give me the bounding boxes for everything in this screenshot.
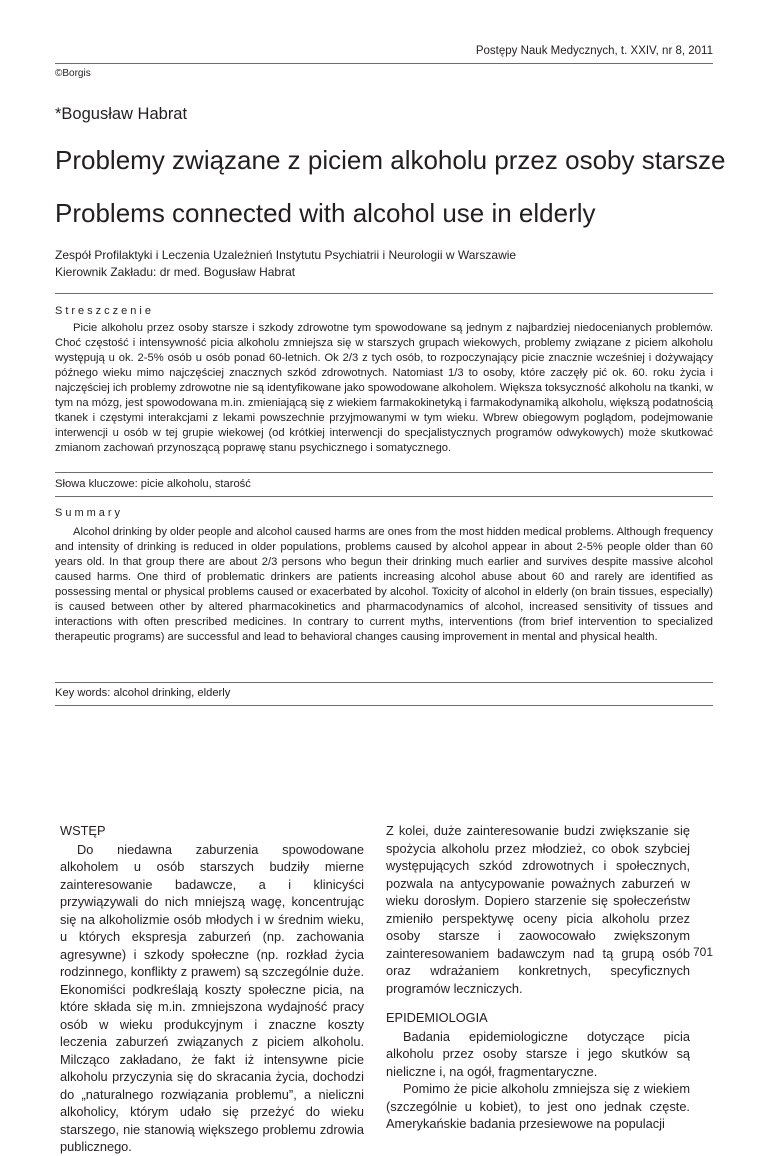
paragraph-epidemiologia-1: Badania epidemiologiczne dotyczące picia alkoholu przez osoby starsze i jego skutków są nieliczne i, na ogół, fragmentaryczne.: [386, 1028, 690, 1079]
journal-header: Postępy Nauk Medycznych, t. XXIV, nr 8, 2011: [475, 45, 713, 57]
paragraph-epidemiologia-2: Pomimo że picie alkoholu zmniejsza się z wiekiem (szczególnie u kobiet), to jest ono jednak częste. Amerykańskie badania przesiewowe na populacji: [386, 1081, 690, 1131]
keywords-rule-pl: [55, 472, 713, 473]
abstract-rule-top: [55, 293, 713, 294]
summary-text: Alcohol drinking by older people and alcohol caused harms are ones from the most hidden medical problems. Although frequency and intensity of drinking is reduced in older populations, problems caused by alcohol appear in about 2-5% people older than 60 years old. In that group there are about 2/3 persons who begun their drinking much earlier and survives despite massive alcohol caused harms. One third of problematic drinkers are patients increasing alcohol abuse about 60 and rarely are identified as possessing mental or physical problems caused or exacerbated by alcohol. Toxicity of alcohol in elderly (on brain tissues, especially) is caused between other by altered pharmacokinetics and pharmacodynamics of alcohol, increased sensitivity of tissues and interactions with often prescribed medicines. In contrary to current myths, interventions (from brief intervention to specialized therapeutic programs) are successful and lead to behavioral changes causing improvement in mental and physical health.: [55, 526, 713, 643]
summary-heading: Summary: [55, 507, 124, 519]
body-rule-top: [55, 705, 713, 706]
paragraph-wstep: Do niedawna zaburzenia spowodowane alkoholem u osób starszych budziły mierne zainteresowanie badawcze, a i klinicyści przywiązywali do nich mniejszą wagę, koncentrując się na alkoholizmie osób młodych i w średnim wieku, u których ekspresja zaburzeń (np. zachowania agresywne) i szkody społeczne (np. rozkład życia rodzinnego, konflikty z prawem) są szczególnie duże. Ekonomiści podkreślają koszty społeczne picia, na które składa się m.in. zmniejszona wydajność pracy osób w wieku produkcyjnym i znaczne koszty leczenia zaburzeń związanych z piciem alkoholu. Milcząco zakładano, że fakt iż intensywne picie alkoholu przyczynia się do skracania życia, dochodzi do „naturalnego rozwiązania problemu”, a nieliczni alkoholicy, którym udało się przeżyć do wieku starszego, nie stanowią większego problemu zdrowia publicznego.: [60, 841, 364, 1154]
column-right: [386, 822, 690, 1133]
keywords-rule-en: [55, 682, 713, 683]
publisher-mark: ©Borgis: [55, 68, 91, 79]
title-english: Problems connected with alcohol use in elderly: [55, 198, 596, 228]
keywords-english: Key words: alcohol drinking, elderly: [55, 687, 231, 699]
author-name: *Bogusław Habrat: [55, 105, 188, 123]
paragraph-continuation: Z kolei, duże zainteresowanie budzi zwiększanie się spożycia alkoholu przez młodzież, co obok szybciej występujących szkód zdrowotnych i społecznych, pozwala na antycypowanie poważnych zaburzeń w wieku dorosłym. Dopiero starzenie się społeczeństw zmieniło perspektywę oceny picia alkoholu przez osoby starsze i zaowocowało zwiększonym zainteresowaniem badawczym nad tą grupą osób oraz wdrażaniem konkretnych, specyficznych programów leczniczych.: [386, 823, 690, 996]
page-number: 701: [692, 945, 713, 959]
streszczenie-heading: Streszczenie: [55, 305, 154, 317]
header-rule: [55, 63, 713, 64]
summary-rule-top: [55, 496, 713, 497]
streszczenie-text: Picie alkoholu przez osoby starsze i szkody zdrowotne tym spowodowane są jednym z najbardziej niedocenianych problemów. Choć częstość i intensywność picia alkoholu zmniejsza się w starszych grupach wiekowych, problemy związane z piciem alkoholu występują u ok. 2-5% osób u osób ponad 60-letnich. Ok 2/3 z tych osób, to rozpoczynający picie znacznie wcześniej i dożywający późnego wieku mimo najczęściej znacznych szkód zdrowotnych. Natomiast 1/3 to osoby, które zaczęły pić ok. 60. roku życia i najczęściej ich problemy zdrowotne nie są identyfikowane jako spowodowane alkoholem. Większa toksyczność alkoholu na tkanki, w tym na mózg, jest spowodowana m.in. zmieniającą się z wiekiem farmakokinetyką i farmakodynamiką alkoholu, większą podatnością tkanek i częstymi interakcjami z lekami powszechnie przyjmowanymi w tym wieku. Wbrew obiegowym poglądom, podejmowanie interwencji u osób w tej grupie wiekowej (od krótkiej interwencji do specjalistycznych programów odwykowych) może skutkować zmianom zachowań przynoszącą poprawę stanu psychicznego i somatycznego.: [55, 322, 713, 454]
section-heading-epidemiologia: EPIDEMIOLOGIA: [386, 1010, 488, 1025]
column-left: [60, 822, 364, 1156]
section-heading-wstep: WSTĘP: [60, 823, 106, 838]
affiliation: [55, 247, 516, 281]
keywords-polish: Słowa kluczowe: picie alkoholu, starość: [55, 478, 251, 490]
affiliation-head: Kierownik Zakładu: dr med. Bogusław Habrat: [55, 265, 296, 279]
title-polish: Problemy związane z piciem alkoholu przez osoby starsze: [55, 145, 726, 175]
affiliation-institute: Zespół Profilaktyki i Leczenia Uzależnień Instytutu Psychiatrii i Neurologii w Warszawie: [55, 248, 517, 262]
